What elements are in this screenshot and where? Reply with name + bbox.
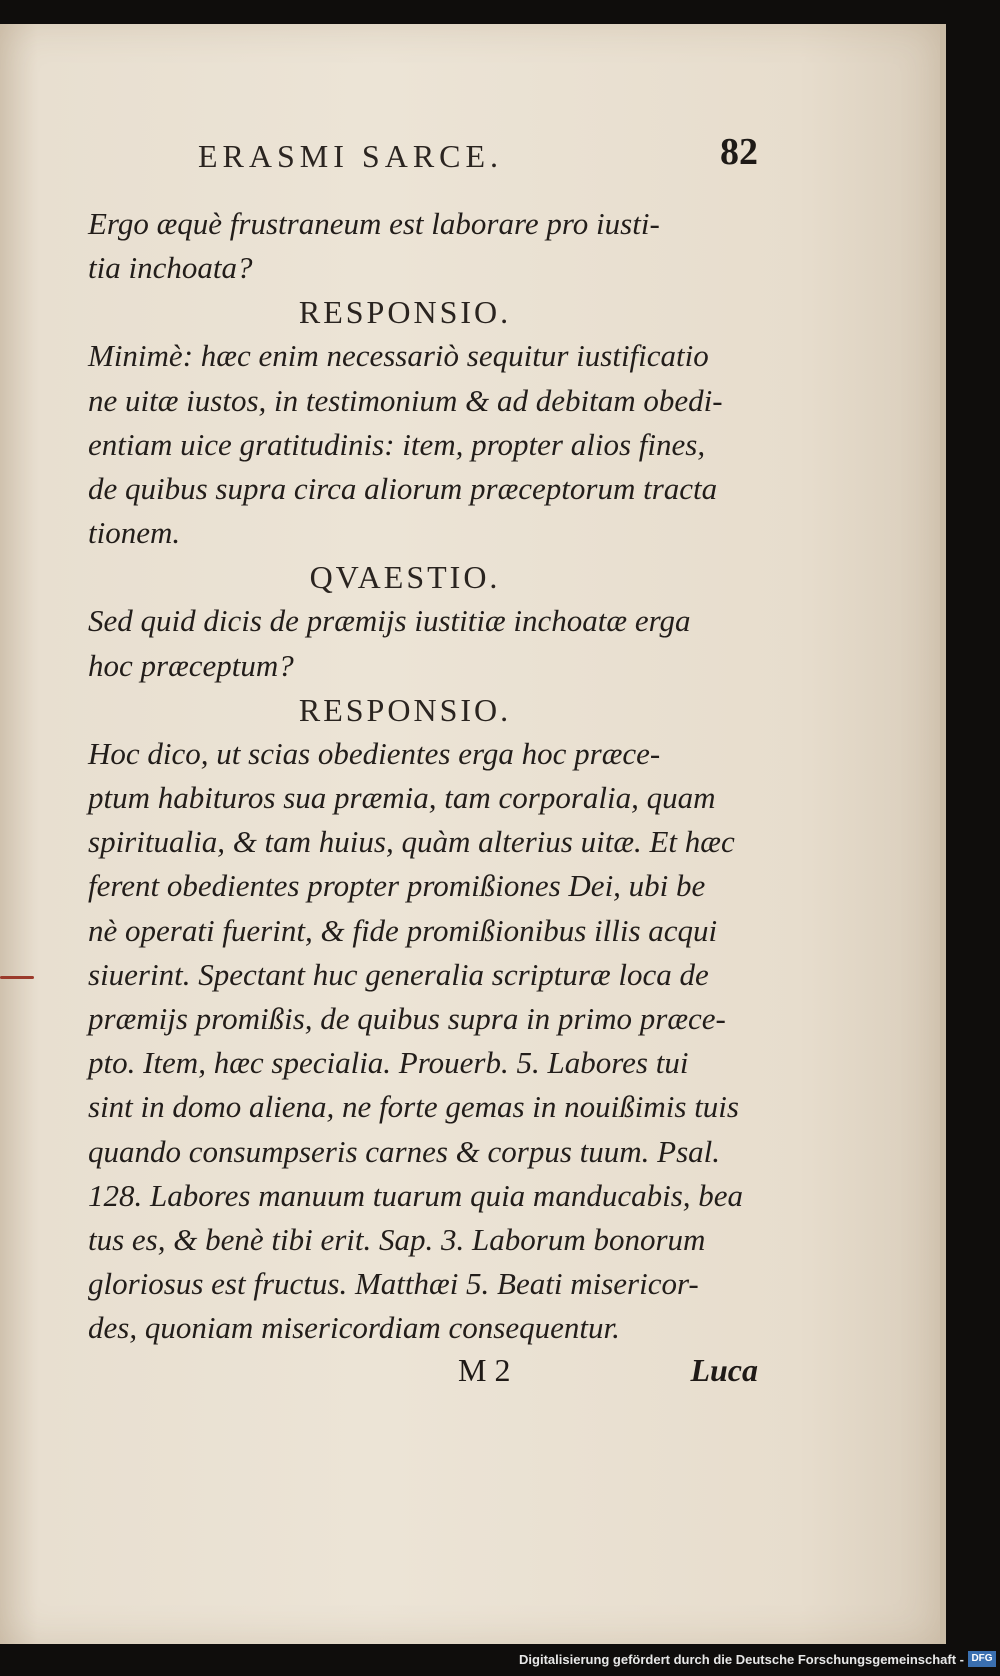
- text-block: [40, 202, 770, 1351]
- response-paragraph: Hoc dico, ut scias obedientes erga hoc præce- ptum habituros sua præmia, tam corporalia, quam spiritualia, & tam huius, quàm alterius uitæ. Et hæc ferent obedientes propter promißiones Dei, ubi be nè operati fuerint, & fide promißionibus illis acqui siuerint. Spectant huc generalia scripturæ loca de præmijs promißis, de quibus supra in primo præce- pto. Item, hæc specialia. Prouerb. 5. Labores tui sint in domo aliena, ne forte gemas in nouißimis tuis quando consumpseris carnes & corpus tuum. Psal. 128. Labores manuum tuarum quia manducabis, bea tus es, & benè tibi erit. Sap. 3. Laborum bonorum gloriosus est fructus. Matthæi 5. Beati misericor- des, quoniam misericordiam consequentur.: [88, 735, 744, 1346]
- margin-ink-mark: [0, 976, 34, 979]
- book-page: [0, 24, 946, 1644]
- catchword: Luca: [690, 1352, 758, 1388]
- signature-mark: M 2: [458, 1352, 511, 1388]
- question-paragraph: Ergo æquè frustraneum est laborare pro iusti- tia inchoata?: [88, 206, 660, 286]
- section-heading: RESPONSIO.: [298, 294, 512, 331]
- page-footer: [458, 1352, 758, 1402]
- digitization-credit: Digitalisierung gefördert durch die Deutsche Forschungsgemeinschaft -: [519, 1652, 964, 1667]
- response-paragraph: Minimè: hæc enim necessariò sequitur iustificatio ne uitæ iustos, in testimonium & ad debitam obedi- entiam uice gratitudinis: item, propter alios fines, de quibus supra circa aliorum præceptorum tracta tionem.: [88, 338, 723, 551]
- section-heading: RESPONSIO.: [298, 691, 512, 728]
- dfg-logo: DFG: [968, 1651, 996, 1667]
- running-title: ERASMI SARCE.: [198, 138, 504, 174]
- folio-number: 82: [720, 131, 758, 173]
- page-header: [198, 130, 758, 190]
- question-paragraph: Sed quid dicis de præmijs iustitiæ inchoatæ erga hoc præceptum?: [88, 603, 691, 683]
- credit-bar: [0, 1644, 1000, 1676]
- section-heading: QVAESTIO.: [309, 559, 501, 596]
